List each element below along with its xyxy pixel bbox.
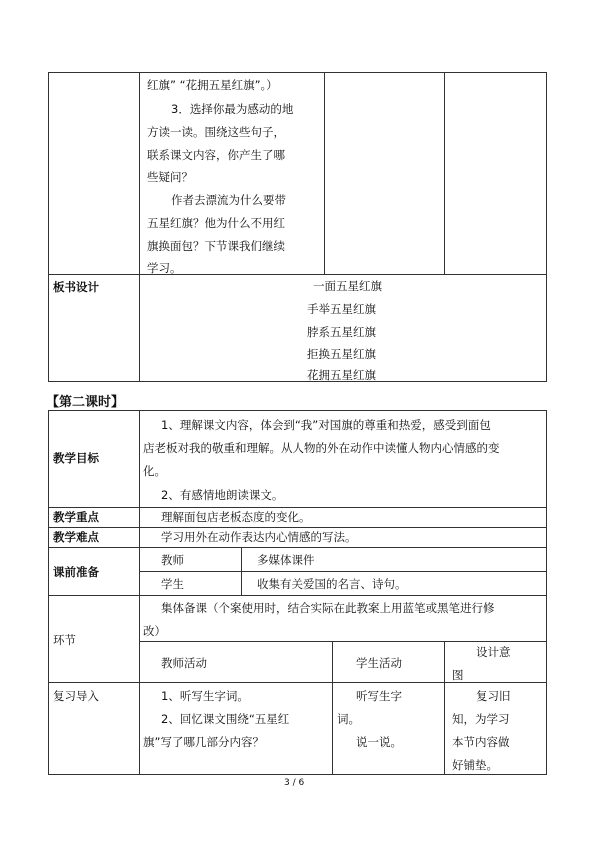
teaching-process-line: 方读一读。围绕这些句子，: [147, 125, 285, 139]
page-number: 3 / 6: [284, 778, 305, 788]
review-student-line: 词。: [337, 712, 360, 726]
teaching-process-line: 旗换面包？下节课我们继续: [147, 239, 285, 253]
teaching-process-line: 联系课文内容，你产生了哪: [147, 148, 285, 162]
table-border: [48, 72, 547, 73]
review-label: 复习导入: [53, 689, 99, 703]
board-design-line: 一面五星红旗: [313, 279, 382, 293]
table-border: [48, 72, 49, 382]
board-design-line: 脖系五星红旗: [307, 325, 376, 339]
teaching-process-line: 五星红旗？他为什么不用红: [147, 216, 285, 230]
key-points-text: 理解面包店老板态度的变化。: [161, 510, 311, 524]
table-border: [48, 595, 547, 596]
section-heading: 【第二课时】: [46, 395, 125, 410]
table-border: [444, 641, 445, 775]
teaching-goals-label: 教学目标: [53, 451, 99, 465]
table-border: [48, 274, 547, 275]
teaching-process-line: 3．选择你最为感动的地: [171, 102, 294, 116]
design-intent-label: 图: [452, 668, 464, 682]
table-border: [546, 72, 547, 382]
teaching-goals-line: 化。: [143, 464, 166, 478]
teacher-label: 教师: [161, 553, 184, 567]
review-teacher-line: 2、回忆课文围绕“五星红: [161, 712, 290, 726]
teaching-process-line: 作者去漂流为什么要带: [171, 193, 286, 207]
key-points-label: 教学重点: [53, 510, 99, 524]
board-design-line: 拒换五星红旗: [307, 347, 376, 361]
stage-label: 环节: [53, 633, 76, 647]
teacher-activity-label: 教师活动: [161, 656, 207, 670]
difficulties-label: 教学难点: [53, 530, 99, 544]
teaching-goals-line: 店老板对我的敬重和理解。从人物的外在动作中读懂人物内心情感的变: [143, 441, 500, 455]
review-teacher-line: 1、听写生字词。: [161, 689, 249, 703]
table-border: [241, 547, 242, 595]
teaching-process-line: 学习。: [147, 261, 182, 275]
teaching-process-line: 些疑问？: [147, 170, 193, 184]
preparation-label: 课前准备: [53, 565, 99, 579]
table-border: [332, 641, 333, 775]
table-border: [139, 571, 547, 572]
table-border: [48, 774, 547, 775]
review-teacher-line: 旗”写了哪几部分内容？: [143, 735, 264, 749]
review-student-line: 听写生字: [356, 689, 402, 703]
review-student-line: 说一说。: [356, 735, 402, 749]
teaching-goals-line: 2、有感情地朗读课文。: [161, 488, 284, 502]
group-prep-line: 改）: [143, 624, 166, 638]
table-border: [324, 72, 325, 275]
review-intent-line: 本节内容做: [452, 735, 510, 749]
review-intent-line: 好铺垫。: [452, 758, 498, 772]
review-intent-line: 知，为学习: [452, 712, 510, 726]
table-border: [48, 547, 547, 548]
group-prep-line: 集体备课（个案使用时，结合实际在此教案上用蓝笔或黑笔进行修: [161, 601, 495, 615]
table-border: [139, 641, 547, 642]
difficulties-text: 学习用外在动作表达内心情感的写法。: [161, 530, 357, 544]
table-border: [48, 682, 547, 683]
table-border: [48, 507, 547, 508]
board-design-line: 手举五星红旗: [307, 302, 376, 316]
student-label: 学生: [161, 577, 184, 591]
board-design-line: 花拥五星红旗: [307, 368, 376, 382]
table-border: [48, 410, 49, 775]
table-border: [48, 527, 547, 528]
design-intent-label: 设计意: [476, 645, 511, 659]
student-activity-label: 学生活动: [356, 656, 402, 670]
teaching-process-line: 红旗” “花拥五星红旗”。）: [147, 78, 278, 92]
board-design-label: 板书设计: [53, 280, 99, 294]
teaching-goals-line: 1、理解课文内容，体会到“我”对国旗的尊重和热爱，感受到面包: [161, 418, 491, 432]
table-border: [139, 72, 140, 382]
table-border: [444, 72, 445, 275]
student-prep: 收集有关爱国的名言、诗句。: [257, 577, 407, 591]
teacher-prep: 多媒体课件: [257, 553, 315, 567]
table-border: [139, 410, 140, 775]
table-border: [546, 410, 547, 775]
table-border: [48, 381, 547, 382]
review-intent-line: 复习旧: [476, 689, 511, 703]
table-border: [48, 410, 547, 411]
